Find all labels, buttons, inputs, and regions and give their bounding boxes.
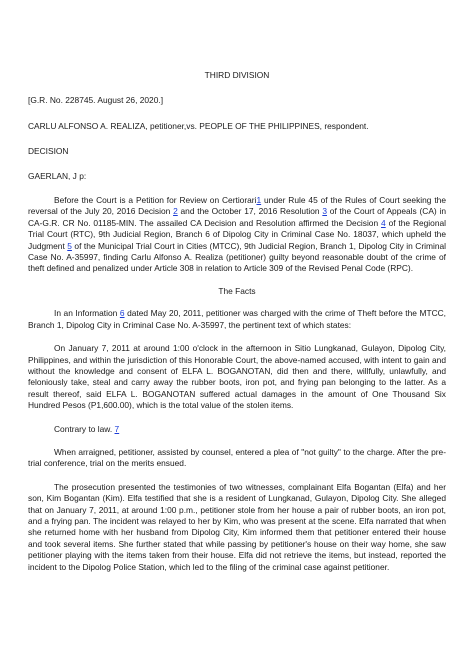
text-run: Before the Court is a Petition for Review on Certiorari (54, 195, 257, 206)
ponente: GAERLAN, J p: (28, 170, 87, 181)
footnote-link-7[interactable]: 7 (114, 423, 120, 434)
footnote-link-2[interactable]: 2 (173, 206, 178, 217)
paragraph-prosecution: The prosecution presented the testimonies of two witnesses, complainant Elfa Bogantan (Elfa) and her son, Kim Bogantan (Kim). Elfa testified that she is a resident of Lungkanad, Gulayon, Dipolog City. She alleged that on January 7, 2011, at around 1:00 p.m., petitioner stole from her house a pair of rubber boots, an iron pot, and a frying pan. The incident was relayed to her by Kim, who was present at the scene. Elfa narrated that when she returned home with her husband from Dipolog City, Kim informed them that petitioner entered their house and took several items. She further stated that while passing by petitioner's house on their way home, she saw petitioner playing with the items taken from their house. Elfa did not retrieve the items, but instead, reported the incident to the Dipolog Police Station, which led to the filing of the criminal case against petitioner. (28, 481, 446, 572)
footnote-link-3[interactable]: 3 (322, 206, 328, 217)
document-type: DECISION (28, 146, 69, 157)
text-run: Contrary to law. (54, 423, 115, 434)
text-run: In an Information (54, 308, 120, 319)
text-run: and the October 17, 2016 Resolution (177, 206, 323, 217)
text-run: of the Regional Trial Court (RTC), 9th Judicial Region, Branch 6 of Dipolog City in Criminal Case No. 18037, which upheld the Judgment (28, 217, 447, 251)
section-heading-facts: The Facts (218, 285, 256, 296)
text-run: of the Municipal Trial Court in Cities (MTCC), 9th Judicial Region, Branch 1, Dipolog City in Criminal Case No. A-35997, finding Carlu Alfonso A. Realiza (petitioner) guilty beyond reasonable doubt of the crime of theft defined and penalized under Article 308 in relation to Article 309 of the Revised Penal Code (RPC). (28, 240, 446, 274)
paragraph-intro (28, 195, 446, 275)
quoted-information: On January 7, 2011 at around 1:00 o'clock in the afternoon in Sitio Lungkanad, Gulayon, Dipolog City, Philippines, and within the jurisdiction of this Honorable Court, the above-named accused, with intent to gain and without the knowledge and consent of ELFA L. BOGANOTAN, did then and there, willfully, unlawfully, and feloniously take, steal and carry away the rubber boots, iron pot, and frying pan belonging to the latter. As a result thereof, said ELFA L. BOGANOTAN suffered actual damages in the amount of One Thousand Six Hundred Pesos (P1,600.00), which is the total value of the stolen items. (28, 343, 446, 411)
paragraph-information (28, 308, 446, 331)
paragraph-arraignment: When arraigned, petitioner, assisted by counsel, entered a plea of "not guilty" to the charge. After the pre-trial conference, trial on the merits ensued. (28, 446, 446, 469)
case-parties: CARLU ALFONSO A. REALIZA, petitioner,vs. PEOPLE OF THE PHILIPPINES, respondent. (28, 120, 369, 131)
decision-text (28, 70, 446, 573)
division-heading: THIRD DIVISION (204, 70, 270, 80)
case-number: [G.R. No. 228745. August 26, 2020.] (28, 95, 164, 106)
text-run: of the Court of Appeals (CA) in CA-G.R. CR No. 01185-MIN. The assailed CA Decision and Resolution affirmed the Decision (28, 206, 446, 228)
footnote-link-5[interactable]: 5 (67, 240, 72, 251)
footnote-link-6[interactable]: 6 (119, 308, 125, 319)
text-run: under Rule 45 of the Rules of Court seeking the reversal of the July 20, 2016 Decision (28, 195, 446, 217)
footnote-link-4[interactable]: 4 (381, 217, 386, 228)
contrary-to-law (28, 424, 446, 435)
text-run: dated May 20, 2011, petitioner was charged with the crime of Theft before the MTCC, Branch 1, Dipolog City in Criminal Case No. A-35997, the pertinent text of which states: (28, 308, 446, 330)
footnote-link-1[interactable]: 1 (256, 195, 262, 206)
